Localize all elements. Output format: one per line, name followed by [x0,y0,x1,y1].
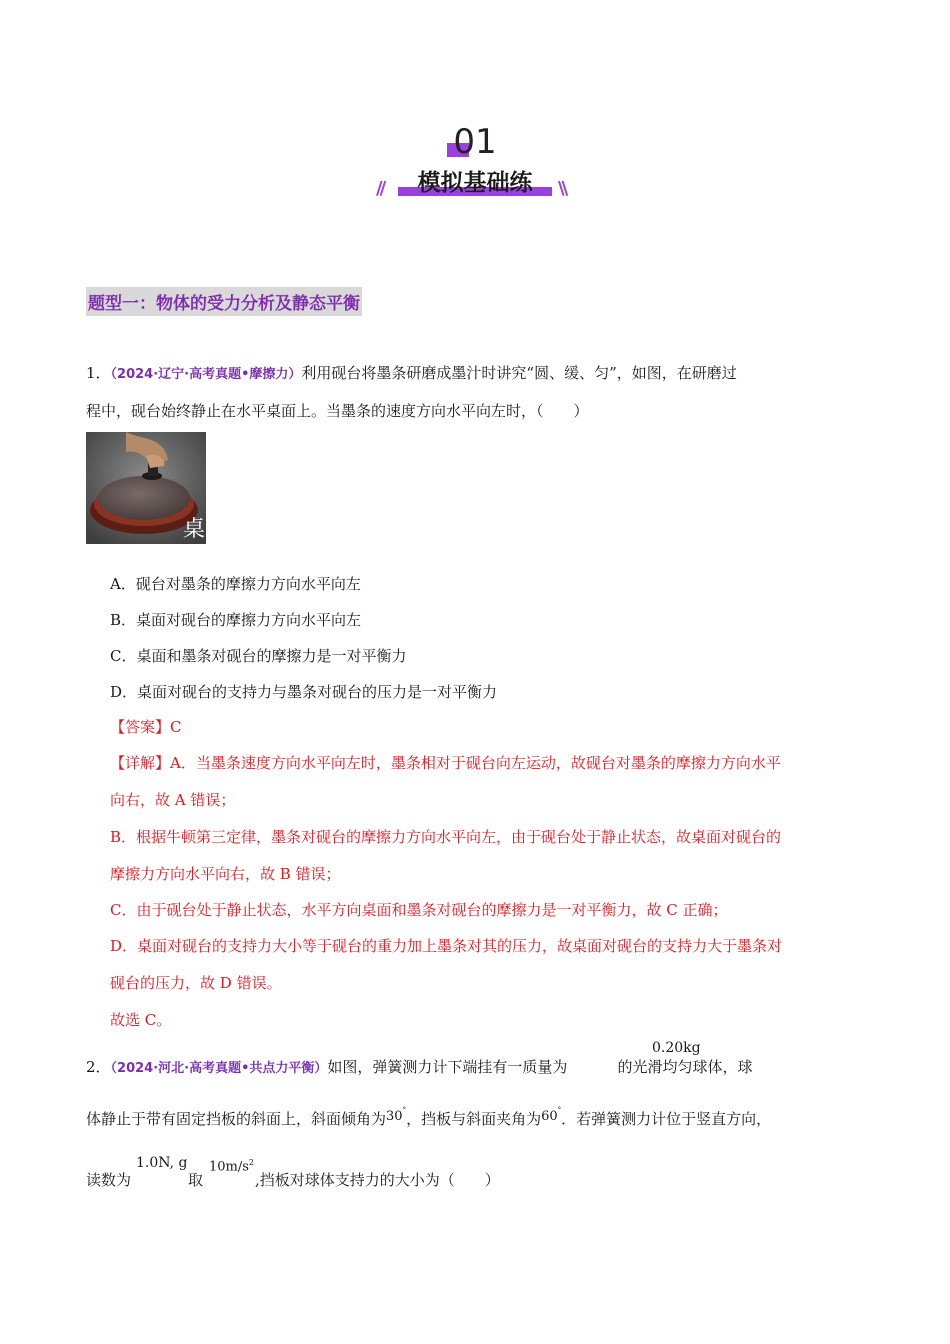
q2-text3c: ,挡板对球体支持力的大小为（ ） [255,1171,500,1189]
q2-number: 2． [86,1058,111,1076]
q2-angle1: 30 [386,1109,403,1124]
q1-explanation-line7: 砚台的压力，故 D 错误。 [110,974,282,992]
right-decoration: \\ [558,178,566,199]
q2-angle2: 60 [541,1109,558,1124]
q1-explanation-line6: D．桌面对砚台的支持力大小等于砚台的重力加上墨条对其的压力，故桌面对砚台的支持力大于墨条对 [110,937,783,955]
q1-number: 1． [86,364,111,382]
q1-answer: 【答案】C [110,718,182,736]
q2-text2c: ．若弹簧测力计位于竖直方向， [561,1110,772,1128]
left-decoration: // [376,178,384,199]
q2-mass-value: 0.20kg [652,1040,701,1056]
image-label: 桌 [183,517,206,542]
q1-explanation-line1: 【详解】A．当墨条速度方向水平向左时，墨条相对于砚台向左运动，故砚台对墨条的摩擦力方向水平 [110,754,781,772]
q2-text1b: 的光滑均匀球体，球 [617,1058,753,1076]
q2-text2a: 体静止于带有固定挡板的斜面上，斜面倾角为 [86,1110,387,1128]
q2-g-value [209,1158,254,1174]
q1-stem-line2: 程中，砚台始终静止在水平桌面上。当墨条的速度方向水平向左时，（ ） [86,402,589,420]
q1-stem-line1 [86,363,737,385]
q2-text1a: 如图，弹簧测力计下端挂有一质量为 [327,1058,568,1076]
q1-option-d: D．桌面对砚台的支持力与墨条对砚台的压力是一对平衡力 [110,683,498,701]
q2-g-exponent: 2 [248,1158,255,1167]
q2-text3a: 读数为 [86,1171,132,1189]
section-title: 模拟基础练 [417,170,533,196]
question-type-heading: 题型一：物体的受力分析及静态平衡 [86,287,362,316]
q1-stem-text1: 利用砚台将墨条研磨成墨汁时讲究“圆、缓、匀”，如图，在研磨过 [301,364,737,382]
q2-deg1: ° [402,1106,407,1114]
q1-explanation-line5: C．由于砚台处于静止状态，水平方向桌面和墨条对砚台的摩擦力是一对平衡力，故 C 正确； [110,901,728,919]
q1-explanation-line2: 向右，故 A 错误； [110,791,236,809]
section-number: 01 [453,122,497,162]
q2-stem-line1 [86,1057,752,1079]
q1-option-c: C．桌面和墨条对砚台的摩擦力是一对平衡力 [110,647,407,665]
q2-stem-line2 [86,1106,771,1131]
q2-deg2: ° [557,1106,562,1114]
q1-explanation-line4: 摩擦力方向水平向右，故 B 错误； [110,865,341,883]
q2-g-unit: 10m/s [209,1159,249,1175]
q1-explanation-line8: 故选 C。 [110,1011,172,1029]
q1-explanation-line3: B．根据牛顿第三定律，墨条对砚台的摩擦力方向水平向左，由于砚台处于静止状态，故桌面对砚台的 [110,828,782,846]
inkstone-photo [86,432,206,544]
q1-source: （2024·辽宁·高考真题•摩擦力） [110,367,302,382]
q2-stem-line3 [86,1170,500,1190]
section-title-wrap [0,164,950,197]
q1-option-a: A．砚台对墨条的摩擦力方向水平向左 [110,575,361,593]
q2-reading-value: 1.0N, g [136,1155,188,1171]
q2-text3b: 取 [188,1171,204,1189]
q1-option-b: B．桌面对砚台的摩擦力方向水平向左 [110,611,362,629]
q2-text2b: ，挡板与斜面夹角为 [406,1110,542,1128]
q2-source: （2024·河北·高考真题•共点力平衡） [110,1061,328,1076]
